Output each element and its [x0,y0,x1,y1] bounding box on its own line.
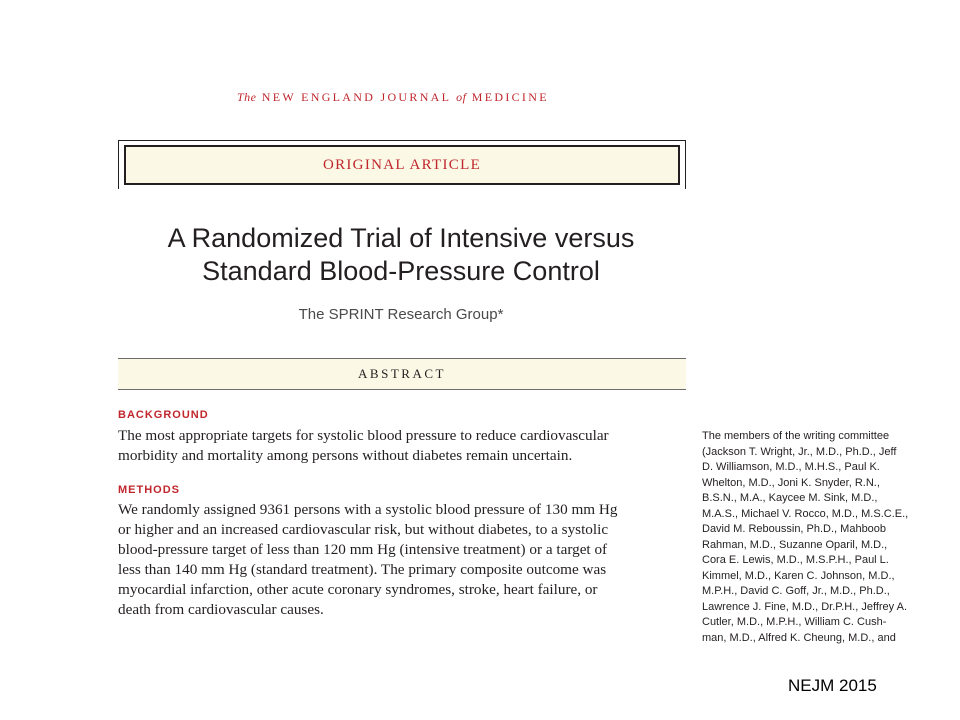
writing-committee-note [702,429,922,644]
background-paragraph [118,426,686,466]
note-line: The members of the writing committee [702,430,890,442]
paragraph-line: The most appropriate targets for systolic blood pressure to reduce cardiovascular [118,427,609,444]
note-line: David M. Reboussin, Ph.D., Mahboob [702,523,887,535]
note-line: D. Williamson, M.D., M.H.S., Paul K. [702,461,880,473]
citation-label: NEJM 2015 [788,676,877,695]
article-type-banner: ORIGINAL ARTICLE [124,145,680,185]
note-line: M.A.S., Michael V. Rocco, M.D., M.S.C.E., [702,507,909,520]
section-heading-background: BACKGROUND [118,409,209,421]
journal-suffix: MEDICINE [466,90,549,104]
title-line: A Randomized Trial of Intensive versus [167,223,635,253]
note-line: Cutler, M.D., M.P.H., William C. Cush- [702,616,887,628]
paragraph-line: We randomly assigned 9361 persons with a systolic blood pressure of 130 mm Hg [118,501,618,518]
journal-of: of [456,90,467,104]
note-line: Whelton, M.D., Joni K. Snyder, R.N., [702,476,880,489]
paragraph-line: blood-pressure target of less than 120 mm Hg (intensive treatment) or a target of [118,541,608,558]
paragraph-line: morbidity and mortality among persons without diabetes remain uncertain. [118,447,573,464]
note-line: Cora E. Lewis, M.D., M.S.P.H., Paul L. [702,554,889,566]
abstract-header: ABSTRACT [118,358,686,390]
paragraph-line: less than 140 mm Hg (standard treatment). The primary composite outcome was [118,561,607,578]
note-line: (Jackson T. Wright, Jr., M.D., Ph.D., Jeff [702,445,897,458]
author-group: The SPRINT Research Group* [298,306,504,323]
note-line: Kimmel, M.D., Karen C. Johnson, M.D., [702,569,895,582]
section-heading-methods: METHODS [118,484,180,496]
title-line: Standard Blood-Pressure Control [202,256,600,286]
paragraph-line: or higher and an increased cardiovascular risk, but without diabetes, to a systolic [118,521,609,538]
note-line: M.P.H., David C. Goff, Jr., M.D., Ph.D., [702,585,890,597]
note-line: B.S.N., M.A., Kaycee M. Sink, M.D., [702,492,878,504]
note-line: Rahman, M.D., Suzanne Oparil, M.D., [702,538,888,551]
methods-paragraph [118,500,686,620]
article-title [118,222,684,288]
paragraph-line: death from cardiovascular causes. [118,601,324,618]
journal-name: NEW ENGLAND JOURNAL [256,90,457,104]
note-line: Lawrence J. Fine, M.D., Dr.P.H., Jeffrey A. [702,600,908,613]
journal-prefix: The [237,90,257,104]
paragraph-line: myocardial infarction, other acute coronary syndromes, stroke, heart failure, or [118,581,598,598]
note-line: man, M.D., Alfred K. Cheung, M.D., and [702,631,896,644]
